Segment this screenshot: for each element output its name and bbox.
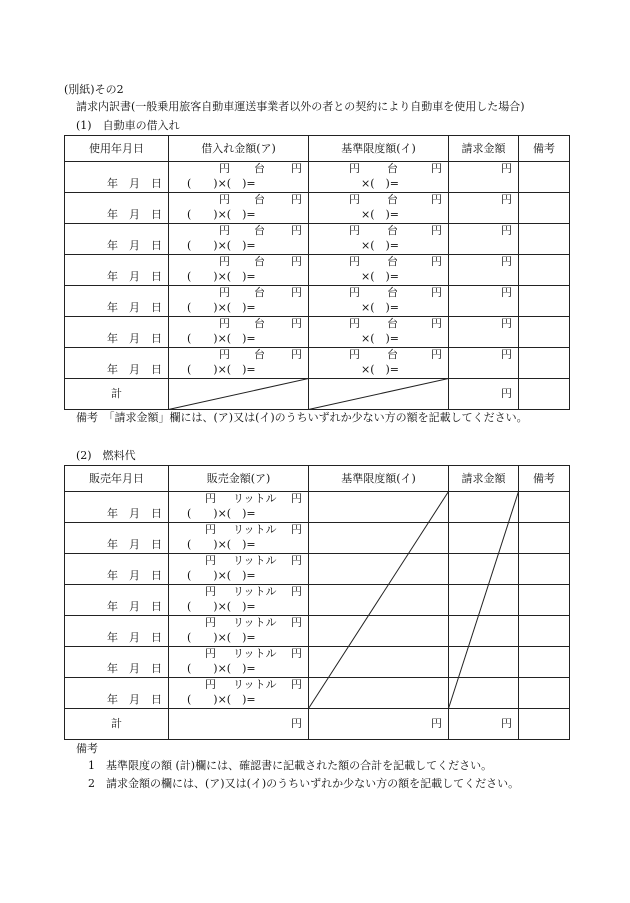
borrow-amount-cell	[169, 286, 309, 317]
borrow-amount-cell	[169, 348, 309, 379]
date-text: 年 月 日	[107, 208, 162, 221]
yen-unit: 円	[205, 678, 216, 691]
date-cell	[65, 255, 169, 286]
yen-unit: 円	[349, 224, 360, 237]
yen-unit: 円	[291, 255, 302, 268]
date-cell	[65, 193, 169, 224]
sale-amount-cell	[169, 647, 309, 678]
liter-unit: リットル	[233, 616, 277, 629]
yen-unit: 円	[205, 585, 216, 598]
formula-text: ( )×( )=	[187, 239, 256, 252]
yen-unit: 円	[219, 193, 230, 206]
yen-unit: 円	[291, 492, 302, 505]
yen-unit: 円	[431, 317, 442, 330]
formula-text: ×( )=	[361, 301, 400, 314]
date-text: 年 月 日	[107, 538, 162, 551]
formula-text: ( )×( )=	[187, 631, 256, 644]
yen-unit: 円	[431, 162, 442, 175]
yen-unit: 円	[349, 193, 360, 206]
yen-unit: 円	[219, 348, 230, 361]
yen-unit: 円	[431, 348, 442, 361]
yen-unit: 円	[501, 162, 512, 175]
claim-amount-cell	[449, 554, 519, 585]
yen-unit: 円	[349, 348, 360, 361]
remarks-cell	[519, 492, 570, 523]
limit-amount-cell	[309, 348, 449, 379]
date-cell	[65, 678, 169, 709]
claim-amount-cell	[449, 678, 519, 709]
formula-text: ( )×( )=	[187, 507, 256, 520]
limit-amount-cell	[309, 162, 449, 193]
remarks-cell	[519, 224, 570, 255]
sale-amount-cell	[169, 585, 309, 616]
yen-unit: 円	[219, 162, 230, 175]
limit-amount-cell	[309, 554, 449, 585]
formula-text: ×( )=	[361, 332, 400, 345]
limit-amount-cell	[309, 585, 449, 616]
claim-amount-cell	[449, 255, 519, 286]
limit-amount-cell	[309, 616, 449, 647]
table-row	[65, 554, 570, 585]
date-cell	[65, 616, 169, 647]
dai-unit: 台	[387, 255, 398, 268]
claim-amount-cell	[449, 162, 519, 193]
header-claim-amount: 請求金額	[449, 136, 519, 162]
limit-amount-cell	[309, 224, 449, 255]
remarks-cell	[519, 348, 570, 379]
formula-text: ( )×( )=	[187, 270, 256, 283]
yen-unit: 円	[219, 255, 230, 268]
claim-amount-cell	[449, 193, 519, 224]
remarks-cell	[519, 678, 570, 709]
date-text: 年 月 日	[107, 631, 162, 644]
dai-unit: 台	[387, 162, 398, 175]
liter-unit: リットル	[233, 585, 277, 598]
dai-unit: 台	[254, 348, 265, 361]
yen-unit: 円	[291, 162, 302, 175]
remarks-cell	[519, 554, 570, 585]
yen-unit: 円	[501, 317, 512, 330]
yen-unit: 円	[501, 286, 512, 299]
table-row	[65, 492, 570, 523]
borrow-amount-cell	[169, 162, 309, 193]
remarks-cell	[519, 317, 570, 348]
yen-unit: 円	[431, 193, 442, 206]
section2-heading: (2) 燃料代	[76, 449, 136, 462]
remarks-cell	[519, 286, 570, 317]
dai-unit: 台	[387, 224, 398, 237]
formula-text: ( )×( )=	[187, 332, 256, 345]
formula-text: ×( )=	[361, 239, 400, 252]
claim-amount-cell	[449, 523, 519, 554]
date-cell	[65, 523, 169, 554]
table-row	[65, 585, 570, 616]
limit-amount-cell	[309, 492, 449, 523]
total-sale-yen: 円	[169, 709, 309, 740]
dai-unit: 台	[254, 162, 265, 175]
sale-amount-cell	[169, 678, 309, 709]
table-row	[65, 193, 570, 224]
date-text: 年 月 日	[107, 270, 162, 283]
formula-text: ×( )=	[361, 363, 400, 376]
claim-amount-cell	[449, 224, 519, 255]
sale-amount-cell	[169, 616, 309, 647]
table-row	[65, 317, 570, 348]
formula-text: ×( )=	[361, 208, 400, 221]
total-label: 計	[65, 379, 169, 410]
yen-unit: 円	[219, 224, 230, 237]
formula-text: ×( )=	[361, 270, 400, 283]
formula-text: ( )×( )=	[187, 363, 256, 376]
yen-unit: 円	[291, 523, 302, 536]
table-row	[65, 348, 570, 379]
claim-amount-cell	[449, 492, 519, 523]
total-limit-yen: 円	[309, 709, 449, 740]
table-row	[65, 678, 570, 709]
date-text: 年 月 日	[107, 693, 162, 706]
document-title: 請求内訳書(一般乗用旅客自動車運送事業者以外の者との契約により自動車を使用した場合)	[76, 100, 525, 113]
remarks-cell	[519, 523, 570, 554]
yen-unit: 円	[291, 678, 302, 691]
formula-text: ( )×( )=	[187, 600, 256, 613]
limit-amount-cell	[309, 523, 449, 554]
liter-unit: リットル	[233, 523, 277, 536]
formula-text: ( )×( )=	[187, 662, 256, 675]
date-cell	[65, 162, 169, 193]
date-cell	[65, 224, 169, 255]
header-limit-amount: 基準限度額(イ)	[309, 136, 449, 162]
claim-amount-cell	[449, 585, 519, 616]
dai-unit: 台	[254, 193, 265, 206]
limit-amount-cell	[309, 317, 449, 348]
remarks-cell	[519, 255, 570, 286]
date-text: 年 月 日	[107, 363, 162, 376]
date-text: 年 月 日	[107, 662, 162, 675]
formula-text: ×( )=	[361, 177, 400, 190]
total-label: 計	[65, 709, 169, 740]
limit-amount-cell	[309, 286, 449, 317]
total-remarks-empty	[519, 379, 570, 410]
remarks-cell	[519, 162, 570, 193]
claim-amount-cell	[449, 317, 519, 348]
yen-unit: 円	[291, 585, 302, 598]
yen-unit: 円	[291, 554, 302, 567]
formula-text: ( )×( )=	[187, 208, 256, 221]
section2-note-2: 2 請求金額の欄には、(ア)又は(イ)のうちいずれか少ない方の額を記載してください。	[88, 777, 520, 790]
liter-unit: リットル	[233, 678, 277, 691]
table-row	[65, 647, 570, 678]
formula-text: ( )×( )=	[187, 569, 256, 582]
header-sale-amount: 販売金額(ア)	[169, 466, 309, 492]
yen-unit: 円	[349, 162, 360, 175]
attachment-label: (別紙)その2	[64, 83, 124, 96]
yen-unit: 円	[431, 286, 442, 299]
yen-unit: 円	[219, 317, 230, 330]
header-borrow-amount: 借入れ金額(ア)	[169, 136, 309, 162]
liter-unit: リットル	[233, 647, 277, 660]
date-text: 年 月 日	[107, 239, 162, 252]
date-cell	[65, 647, 169, 678]
table-row	[65, 616, 570, 647]
yen-unit: 円	[291, 286, 302, 299]
limit-amount-cell	[309, 193, 449, 224]
limit-amount-cell	[309, 678, 449, 709]
yen-unit: 円	[349, 286, 360, 299]
header-sale-date: 販売年月日	[65, 466, 169, 492]
date-text: 年 月 日	[107, 600, 162, 613]
date-text: 年 月 日	[107, 507, 162, 520]
header-date: 使用年月日	[65, 136, 169, 162]
table-row	[65, 224, 570, 255]
claim-amount-cell	[449, 286, 519, 317]
table-row	[65, 162, 570, 193]
borrow-amount-cell	[169, 317, 309, 348]
claim-amount-cell	[449, 647, 519, 678]
formula-text: ( )×( )=	[187, 177, 256, 190]
dai-unit: 台	[254, 255, 265, 268]
remarks-cell	[519, 193, 570, 224]
section2-note-1: 1 基準限度の額 (計)欄には、確認書に記載された額の合計を記載してください。	[88, 759, 493, 772]
yen-unit: 円	[205, 554, 216, 567]
yen-unit: 円	[205, 616, 216, 629]
borrow-amount-cell	[169, 224, 309, 255]
date-text: 年 月 日	[107, 177, 162, 190]
dai-unit: 台	[387, 317, 398, 330]
yen-unit: 円	[291, 616, 302, 629]
total-limit-empty	[309, 379, 449, 410]
yen-unit: 円	[291, 647, 302, 660]
yen-unit: 円	[205, 492, 216, 505]
date-text: 年 月 日	[107, 301, 162, 314]
limit-amount-cell	[309, 647, 449, 678]
date-cell	[65, 317, 169, 348]
liter-unit: リットル	[233, 554, 277, 567]
remarks-cell	[519, 585, 570, 616]
borrow-amount-cell	[169, 193, 309, 224]
date-text: 年 月 日	[107, 332, 162, 345]
date-cell	[65, 492, 169, 523]
sale-amount-cell	[169, 523, 309, 554]
yen-unit: 円	[291, 224, 302, 237]
dai-unit: 台	[254, 286, 265, 299]
formula-text: ( )×( )=	[187, 538, 256, 551]
yen-unit: 円	[501, 348, 512, 361]
yen-unit: 円	[205, 647, 216, 660]
remarks-cell	[519, 647, 570, 678]
yen-unit: 円	[219, 286, 230, 299]
dai-unit: 台	[387, 286, 398, 299]
claim-amount-cell	[449, 348, 519, 379]
yen-unit: 円	[431, 255, 442, 268]
yen-unit: 円	[501, 224, 512, 237]
yen-unit: 円	[205, 523, 216, 536]
date-cell	[65, 348, 169, 379]
formula-text: ( )×( )=	[187, 301, 256, 314]
dai-unit: 台	[254, 224, 265, 237]
yen-unit: 円	[349, 255, 360, 268]
date-cell	[65, 554, 169, 585]
liter-unit: リットル	[233, 492, 277, 505]
total-claim-yen: 円	[449, 379, 519, 410]
claim-amount-cell	[449, 616, 519, 647]
yen-unit: 円	[291, 193, 302, 206]
limit-amount-cell	[309, 255, 449, 286]
formula-text: ( )×( )=	[187, 693, 256, 706]
remarks-cell	[519, 616, 570, 647]
yen-unit: 円	[431, 224, 442, 237]
date-text: 年 月 日	[107, 569, 162, 582]
total-remarks-empty	[519, 709, 570, 740]
sale-amount-cell	[169, 554, 309, 585]
header-remarks: 備考	[519, 136, 570, 162]
header-limit-amount: 基準限度額(イ)	[309, 466, 449, 492]
table-row	[65, 523, 570, 554]
yen-unit: 円	[501, 255, 512, 268]
table-row	[65, 286, 570, 317]
yen-unit: 円	[291, 317, 302, 330]
section2-notes-title: 備考	[76, 742, 98, 755]
fuel-table	[64, 465, 570, 740]
date-cell	[65, 585, 169, 616]
header-remarks: 備考	[519, 466, 570, 492]
dai-unit: 台	[387, 348, 398, 361]
total-claim-yen: 円	[449, 709, 519, 740]
sale-amount-cell	[169, 492, 309, 523]
section1-heading: (1) 自動車の借入れ	[76, 119, 180, 132]
section1-note: 備考 「請求金額」欄には、(ア)又は(イ)のうちいずれか少ない方の額を記載してください。	[76, 411, 528, 424]
table-row	[65, 255, 570, 286]
total-borrow-empty	[169, 379, 309, 410]
yen-unit: 円	[349, 317, 360, 330]
yen-unit: 円	[291, 348, 302, 361]
borrowing-table	[64, 135, 570, 410]
dai-unit: 台	[387, 193, 398, 206]
header-claim-amount: 請求金額	[449, 466, 519, 492]
yen-unit: 円	[501, 193, 512, 206]
date-cell	[65, 286, 169, 317]
dai-unit: 台	[254, 317, 265, 330]
borrow-amount-cell	[169, 255, 309, 286]
